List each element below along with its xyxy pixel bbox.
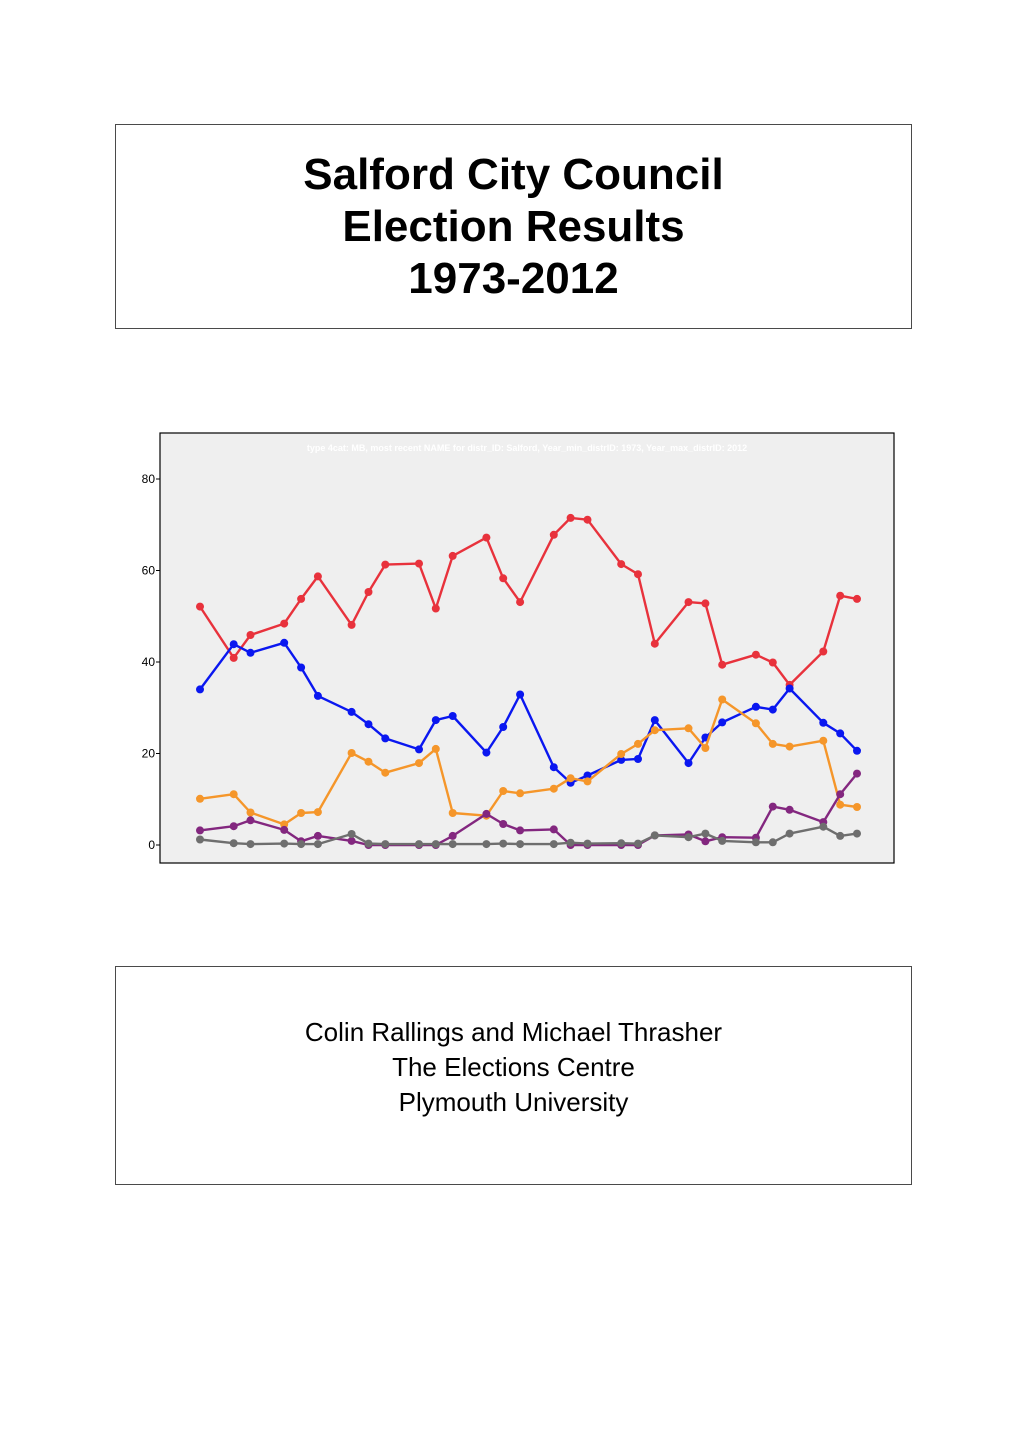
series-4-point-1986 — [415, 840, 423, 848]
series-0-point-1991 — [499, 574, 507, 582]
series-2-point-1979 — [297, 809, 305, 817]
series-4-point-1975 — [230, 839, 238, 847]
series-4-point-1982 — [348, 830, 356, 838]
series-2-point-1991 — [499, 787, 507, 795]
series-2-point-1987 — [432, 745, 440, 753]
series-1-point-1992 — [516, 691, 524, 699]
series-3-point-2012 — [853, 770, 861, 778]
series-4-point-1978 — [280, 840, 288, 848]
series-1-point-1988 — [449, 712, 457, 720]
title-line-1: Salford City Council — [303, 149, 724, 199]
series-3-point-1982 — [348, 837, 356, 845]
series-1-point-1973 — [196, 685, 204, 693]
series-1-point-1987 — [432, 716, 440, 724]
series-4-point-2010 — [819, 823, 827, 831]
credit-centre: The Elections Centre — [392, 1052, 635, 1082]
series-3-point-1990 — [482, 810, 490, 818]
election-chart — [120, 430, 900, 870]
series-3-point-1992 — [516, 826, 524, 834]
series-0-point-1986 — [415, 560, 423, 568]
series-2-point-1992 — [516, 789, 524, 797]
series-1-point-1990 — [482, 749, 490, 757]
series-2-point-1976 — [247, 809, 255, 817]
series-4-point-1990 — [482, 840, 490, 848]
series-4-point-2003 — [701, 830, 709, 838]
series-0-point-1987 — [432, 605, 440, 613]
series-3-point-1973 — [196, 826, 204, 834]
series-2-point-1999 — [634, 740, 642, 748]
series-1-point-1980 — [314, 692, 322, 700]
series-1-point-1984 — [381, 734, 389, 742]
series-4-point-1994 — [550, 840, 558, 848]
series-0-point-1978 — [280, 620, 288, 628]
series-1-point-1979 — [297, 664, 305, 672]
series-4-point-1995 — [567, 839, 575, 847]
series-2-point-2008 — [786, 743, 794, 751]
y-tick-label-80: 80 — [141, 472, 155, 486]
series-1-point-2012 — [853, 747, 861, 755]
series-3-point-1991 — [499, 820, 507, 828]
series-3-point-1978 — [280, 826, 288, 834]
series-1-point-2011 — [836, 729, 844, 737]
series-4-point-1984 — [381, 840, 389, 848]
series-2-point-2000 — [651, 726, 659, 734]
series-0-point-1994 — [550, 531, 558, 539]
series-1-point-1991 — [499, 723, 507, 731]
series-4-point-1996 — [584, 840, 592, 848]
series-3-point-2011 — [836, 790, 844, 798]
series-1-point-2002 — [685, 759, 693, 767]
series-4-point-1979 — [297, 840, 305, 848]
series-0-point-2000 — [651, 640, 659, 648]
series-4-point-2004 — [718, 837, 726, 845]
series-1-point-1986 — [415, 745, 423, 753]
series-1-point-1994 — [550, 763, 558, 771]
y-axis — [142, 472, 160, 852]
series-0-point-1975 — [230, 654, 238, 662]
series-4-point-2002 — [685, 833, 693, 841]
credits-box — [115, 966, 912, 1185]
series-0-point-1984 — [381, 561, 389, 569]
series-4-point-1992 — [516, 840, 524, 848]
series-1-point-1975 — [230, 640, 238, 648]
credit-university: Plymouth University — [398, 1087, 629, 1117]
series-2-point-1973 — [196, 795, 204, 803]
series-3-point-1976 — [247, 816, 255, 824]
series-4-point-1976 — [247, 840, 255, 848]
series-0-point-1996 — [584, 516, 592, 524]
series-0-point-1982 — [348, 621, 356, 629]
series-4-point-1988 — [449, 840, 457, 848]
series-1-point-1999 — [634, 755, 642, 763]
series-0-point-1990 — [482, 534, 490, 542]
title-box — [115, 124, 912, 329]
series-3-point-1980 — [314, 832, 322, 840]
series-2-point-2003 — [701, 744, 709, 752]
series-4-point-1991 — [499, 840, 507, 848]
chart-svg — [120, 430, 900, 870]
series-0-point-2004 — [718, 661, 726, 669]
series-2-point-2012 — [853, 803, 861, 811]
series-0-point-2003 — [701, 599, 709, 607]
series-2-point-1984 — [381, 769, 389, 777]
series-1-point-1978 — [280, 639, 288, 647]
series-4-point-1998 — [617, 839, 625, 847]
series-3-point-2007 — [769, 803, 777, 811]
credit-authors: Colin Rallings and Michael Thrasher — [304, 1017, 723, 1047]
series-0-point-2002 — [685, 598, 693, 606]
series-3-point-2008 — [786, 806, 794, 814]
series-2-point-1982 — [348, 749, 356, 757]
series-2-point-1988 — [449, 809, 457, 817]
series-4-point-2006 — [752, 838, 760, 846]
series-0-point-2010 — [819, 648, 827, 656]
y-tick-label-40: 40 — [141, 655, 155, 669]
series-0-point-1980 — [314, 572, 322, 580]
series-3-point-1988 — [449, 832, 457, 840]
series-4-point-2011 — [836, 832, 844, 840]
series-1-point-2007 — [769, 706, 777, 714]
series-0-point-1988 — [449, 552, 457, 560]
series-1-point-1976 — [247, 649, 255, 657]
series-3-point-1975 — [230, 822, 238, 830]
series-2-point-2007 — [769, 740, 777, 748]
series-4-point-2007 — [769, 838, 777, 846]
y-tick-label-0: 0 — [148, 838, 155, 852]
series-0-point-2011 — [836, 592, 844, 600]
series-4-point-1973 — [196, 836, 204, 844]
title-line-3: 1973-2012 — [408, 253, 619, 303]
series-0-point-1992 — [516, 598, 524, 606]
series-2-point-2006 — [752, 719, 760, 727]
series-3-point-1994 — [550, 825, 558, 833]
series-2-point-1986 — [415, 759, 423, 767]
title-line-2: Election Results — [342, 201, 685, 251]
series-1-point-1982 — [348, 708, 356, 716]
series-4-point-2000 — [651, 831, 659, 839]
series-2-point-2004 — [718, 696, 726, 704]
chart-title: type 4cat: MB, most recent NAME for distr_ID: Salford, Year_min_distrID: 1973, Year_max_distrID: 2012 — [306, 443, 748, 453]
y-tick-label-20: 20 — [141, 746, 155, 761]
series-0-point-1973 — [196, 603, 204, 611]
series-1-point-2006 — [752, 703, 760, 711]
series-2-point-1995 — [567, 774, 575, 782]
series-1-point-2010 — [819, 719, 827, 727]
series-0-point-1999 — [634, 570, 642, 578]
series-2-point-1980 — [314, 808, 322, 816]
series-0-point-2007 — [769, 659, 777, 667]
series-0-point-2006 — [752, 651, 760, 659]
series-4-point-2012 — [853, 830, 861, 838]
series-2-point-1996 — [584, 777, 592, 785]
series-1-point-2000 — [651, 716, 659, 724]
series-0-point-1979 — [297, 595, 305, 603]
series-2-point-1998 — [617, 750, 625, 758]
series-4-point-2008 — [786, 830, 794, 838]
series-0-point-1983 — [365, 588, 373, 596]
series-2-point-2010 — [819, 737, 827, 745]
series-0-point-1995 — [567, 514, 575, 522]
y-tick-label-60: 60 — [141, 563, 155, 578]
series-0-point-1976 — [247, 631, 255, 639]
series-4-point-1983 — [365, 840, 373, 848]
series-4-point-1987 — [432, 840, 440, 848]
series-2-point-2011 — [836, 801, 844, 809]
series-4-point-1980 — [314, 840, 322, 848]
series-2-point-1975 — [230, 790, 238, 798]
series-1-point-2004 — [718, 718, 726, 726]
series-1-point-1983 — [365, 720, 373, 728]
series-0-point-2012 — [853, 595, 861, 603]
series-0-point-1998 — [617, 560, 625, 568]
series-4-point-1999 — [634, 840, 642, 848]
series-2-point-1983 — [365, 758, 373, 766]
series-2-point-1994 — [550, 785, 558, 793]
series-1-point-2008 — [786, 685, 794, 693]
series-2-point-2002 — [685, 724, 693, 732]
series-3-point-2003 — [701, 837, 709, 845]
